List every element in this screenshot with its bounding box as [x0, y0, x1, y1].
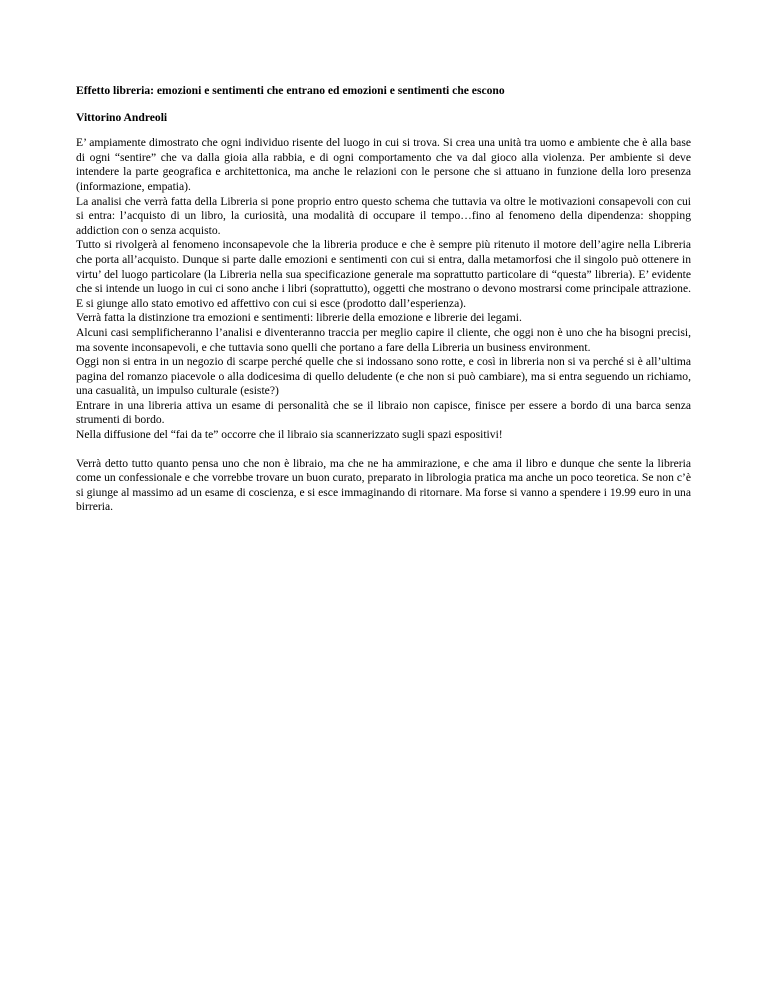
- paragraph: Nella diffusione del “fai da te” occorre che il libraio sia scannerizzato sugli spazi espositivi!: [76, 428, 503, 442]
- paragraph: La analisi che verrà fatta della Libreria si pone proprio entro questo schema che tuttavia va oltre le motivazioni consapevoli con cui si entra: l’acquisto di un libro, la curiosità, una modalità di occupare il tempo…fino al fenomeno della dipendenza: shopping addiction con o senza acquisto.: [76, 194, 691, 237]
- paragraph: Oggi non si entra in un negozio di scarpe perché quelle che si indossano sono rotte, e così in libreria non si va perché si è all’ultima pagina del romanzo piacevole o alla dodicesima di quello deludente (e che non si può cambiare), ma si entra seguendo un richiamo, una casualità, un impulso culturale (esiste?): [76, 355, 691, 398]
- paragraph: Entrare in una libreria attiva un esame di personalità che se il libraio non capisce, finisce per essere a bordo di una barca senza strumenti di bordo.: [76, 398, 691, 427]
- paragraph: E’ ampiamente dimostrato che ogni individuo risente del luogo in cui si trova. Si crea una unità tra uomo e ambiente che è alla base di ogni “sentire” che va dalla gioia alla rabbia, e di ogni comportamento che va dal gioco alla violenza. Per ambiente si deve intendere la parte geografica e architettonica, ma anche le relazioni con le persone che si attuano in funzione della loro presenza (informazione, empatia).: [76, 136, 691, 193]
- paragraph: Verrà fatta la distinzione tra emozioni e sentimenti: librerie della emozione e librerie dei legami.: [76, 311, 522, 325]
- paragraph: Tutto si rivolgerà al fenomeno inconsapevole che la libreria produce e che è sempre più ritenuto il motore dell’agire nella Libreria che porta all’acquisto. Dunque si parte dalle emozioni e sentimenti con cui si entra, dalla metamorfosi che il singolo può ottenere in virtu’ del luogo particolare (la Libreria nella sua specificazione generale ma soprattutto particolare di “questa” libreria). E’ evidente che si intende un luogo in cui ci sono anche i libri (soprattutto), oggetti che mostrano o devono mostrarsi come principale attrazione. E si giunge allo stato emotivo ed affettivo con cui si esce (prodotto dall’esperienza).: [76, 238, 691, 310]
- paragraph: Alcuni casi semplificheranno l’analisi e diventeranno traccia per meglio capire il cliente, che oggi non è uno che ha bisogni precisi, ma sovente inconsapevoli, e che tuttavia sono quelli che portano a fare della Libreria un business environment.: [76, 325, 691, 354]
- body-section: [76, 136, 691, 442]
- closing-section: [76, 457, 691, 515]
- closing-paragraph: Verrà detto tutto quanto pensa uno che non è libraio, ma che ne ha ammirazione, e che ama il libro e dunque che sente la libreria come un confessionale e che vorrebbe trovare un buon curato, preparato in librologia pratica ma anche un poco teoretica. Se non c’è si giunge al massimo ad un esame di coscienza, e si esce immaginando di ritornare. Ma forse si vanno a spendere i 19.99 euro in una birreria.: [76, 456, 691, 514]
- document-title: Effetto libreria: emozioni e sentimenti che entrano ed emozioni e sentimenti che escono: [76, 84, 505, 97]
- document-page: [76, 84, 691, 515]
- document-author: Vittorino Andreoli: [76, 110, 168, 124]
